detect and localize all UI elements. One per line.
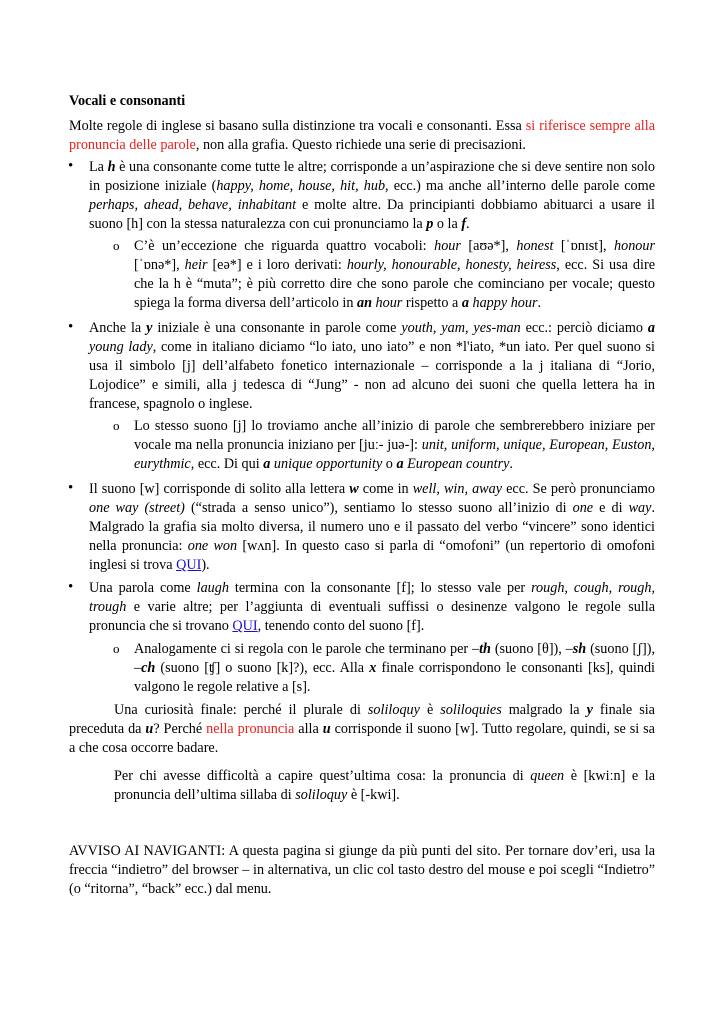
bullet-f <box>69 579 655 636</box>
text: [ˈɒnə*], <box>134 257 185 273</box>
text: è [-kwi]. <box>347 787 400 803</box>
article: a <box>396 456 404 472</box>
word: hourly, honourable, honesty, heiress <box>346 257 557 273</box>
ending: sh <box>572 641 587 657</box>
word: hour <box>371 295 403 311</box>
ending: x <box>369 660 377 676</box>
text: [wʌn]. In questo caso si parla di “omofoni” (un repertorio di omofoni inglesi si trova <box>89 538 656 573</box>
article: an <box>356 295 372 311</box>
bullet-w <box>69 480 655 575</box>
bullet-y <box>69 319 655 414</box>
text: . Malgrado la grafia sia molto diversa, il numero uno e il passato del verbo “vincere” sono identici nella pronuncia: <box>89 500 655 554</box>
text: C’è un’eccezione che riguarda quattro vocaboli: <box>134 238 435 254</box>
text: o <box>382 456 397 472</box>
text: Analogamente ci si regola con le parole che terminano per – <box>134 641 480 657</box>
word: heir <box>184 257 208 273</box>
navigation-notice: AVVISO AI NAVIGANTI: A questa pagina si giunge da più punti del sito. Per tornare dov’eri, usa la freccia “indietro” del browser – in alternativa, un clic col tasto destro del mouse e poi scegli “Indietro” (o “ritorna”, “back” ecc.) dal menu. <box>69 843 655 897</box>
text: , ecc. Di qui <box>190 456 264 472</box>
text: termina con la consonante [f]; lo stesso vale per <box>228 580 532 596</box>
text: ). <box>201 557 210 573</box>
pronunciation-rules-link[interactable]: QUI <box>232 618 258 634</box>
bullet-h <box>69 158 655 234</box>
highlight-text: si riferisce sempre alla pronuncia delle parole <box>69 118 655 153</box>
text: corrisponde il suono [w]. Tutto regolare, quindi, se si sa a che cosa occorre badare. <box>69 721 655 756</box>
text: è [kwiːn] e la pronuncia dell’ultima sillaba di <box>114 768 655 803</box>
text: o la <box>433 216 462 232</box>
text: alla <box>294 721 323 737</box>
text: e varie altre; per l’aggiunta di eventuali suffissi o desinenze valgono le regole sulla pronuncia che si trovano <box>89 599 655 634</box>
word: unique opportunity <box>270 456 383 472</box>
text: Una curiosità finale: perché il plurale di <box>114 702 368 718</box>
word: happy hour <box>468 295 538 311</box>
word: honest <box>516 238 554 254</box>
text: . <box>537 295 542 311</box>
letter: u <box>145 721 154 737</box>
text: [eə*] e i loro derivati: <box>207 257 347 273</box>
text: (“strada a senso unico”), sentiamo lo stesso suono all’inizio di <box>184 500 573 516</box>
text: , tenendo conto del suono [f]. <box>257 618 425 634</box>
document-page <box>69 92 655 899</box>
word: one won <box>187 538 238 554</box>
text: (suono [ʃ]), – <box>134 641 655 676</box>
example-words: unit, uniform, unique, European, Euston, eurythmic <box>134 437 655 472</box>
text: (suono [θ]), – <box>490 641 573 657</box>
text: finale sia preceduta da <box>69 702 655 737</box>
letter-w: w <box>349 481 359 497</box>
word: European country <box>403 456 510 472</box>
difficulty-paragraph <box>114 767 655 805</box>
subbullet-y-sound <box>134 417 655 474</box>
letter-y: y <box>146 320 153 336</box>
word: hour <box>434 238 461 254</box>
text: , come in italiano diciamo “lo iato, uno iato” e non *l'iato, *un iato. Per quel suono si usa il simbolo [j] dell’alfabeto fonetico internazionale – corrisponde a la j italiana di “Jorio, Lojodice” e simili, alla j tedesca di “Jung” - non ad alcuno dei suoni che quella lettera ha in francese, spagnolo o inglese. <box>89 339 655 412</box>
word: honour <box>614 238 655 254</box>
intro-paragraph <box>69 117 655 155</box>
text: ecc.: perciò diciamo <box>520 320 648 336</box>
text: , ecc.) ma anche all’interno delle parole come <box>385 178 655 194</box>
letter: u <box>322 721 331 737</box>
article: a <box>461 295 469 311</box>
example-words: happy, home, house, hit, hub <box>216 178 386 194</box>
word: one <box>572 500 594 516</box>
letter: y <box>586 702 593 718</box>
text: ecc. Se però pronunciamo <box>502 481 655 497</box>
curiosity-paragraph <box>69 701 655 758</box>
word: laugh <box>196 580 229 596</box>
example-words: rough, cough, rough, trough <box>89 580 655 615</box>
text: . <box>466 216 470 232</box>
text: è una consonante come tutte le altre; corrisponde a un’aspirazione che si deve sentire non solo in posizione iniziale ( <box>89 159 655 194</box>
intro-text: Molte regole di inglese si basano sulla distinzione tra vocali e consonanti. Essa <box>69 118 526 134</box>
homophones-link[interactable]: QUI <box>176 557 202 573</box>
highlight-text: nella pronuncia <box>206 721 295 737</box>
example-words: youth, yam, yes-man <box>401 320 521 336</box>
text: , ecc. Si usa dire che la h è “muta”; è più corretto dire che sono parole che cominciano per vocale; questo spiega la forma diversa dell’articolo in <box>134 257 655 311</box>
text: Anche la <box>89 320 147 336</box>
ending: th <box>479 641 491 657</box>
intro-text: , non alla grafia. Questo richiede una serie di precisazioni. <box>195 137 526 153</box>
word: soliloquy <box>295 787 348 803</box>
text: Il suono [w] corrisponde di solito alla lettera <box>89 481 350 497</box>
text: [aʊə*], <box>460 238 517 254</box>
text: . <box>509 456 513 472</box>
text: è <box>419 702 441 718</box>
text: Per chi avesse difficoltà a capire quest’ultima cosa: la pronuncia di <box>114 768 531 784</box>
text: rispetto a <box>402 295 462 311</box>
article: a <box>263 456 271 472</box>
text: malgrado la <box>501 702 587 718</box>
text: [ˈɒnɪst], <box>553 238 614 254</box>
word: soliloquies <box>440 702 502 718</box>
letter-h: h <box>107 159 116 175</box>
example-words: well, win, away <box>412 481 503 497</box>
example-words: young lady <box>89 339 153 355</box>
word: soliloquy <box>367 702 420 718</box>
text: e di <box>593 500 629 516</box>
text: iniziale è una consonante in parole come <box>152 320 402 336</box>
text: (suono [ʧ] o suono [k]?), ecc. Alla <box>155 660 370 676</box>
page-title: Vocali e consonanti <box>69 93 186 109</box>
example-words: perhaps, ahead, behave, inhabitant <box>89 197 297 213</box>
text: come in <box>358 481 413 497</box>
text: e molte altre. Da principianti dobbiamo abituarci a usare il suono [h] con la stessa naturalezza con cui pronunciamo la <box>89 197 655 232</box>
text: ? Perché <box>153 721 207 737</box>
article: a <box>647 320 655 336</box>
subbullet-h-exception <box>134 237 655 313</box>
subbullet-th-sh-ch <box>134 640 655 697</box>
text: Una parola come <box>89 580 197 596</box>
text: finale corrispondono le consonanti [ks], quindi valgono le regole relative a [s]. <box>134 660 655 695</box>
text: Lo stesso suono [j] lo troviamo anche all’inizio di parole che sembrerebbero iniziare per vocale ma nella pronuncia iniziano per [juː- juə-]: <box>134 418 655 453</box>
letter-p: p <box>426 216 434 232</box>
text: La <box>89 159 108 175</box>
word: way <box>628 500 652 516</box>
example-words: one way (street) <box>89 500 185 516</box>
ending: ch <box>141 660 156 676</box>
letter-f: f <box>461 216 467 232</box>
word: queen <box>530 768 565 784</box>
